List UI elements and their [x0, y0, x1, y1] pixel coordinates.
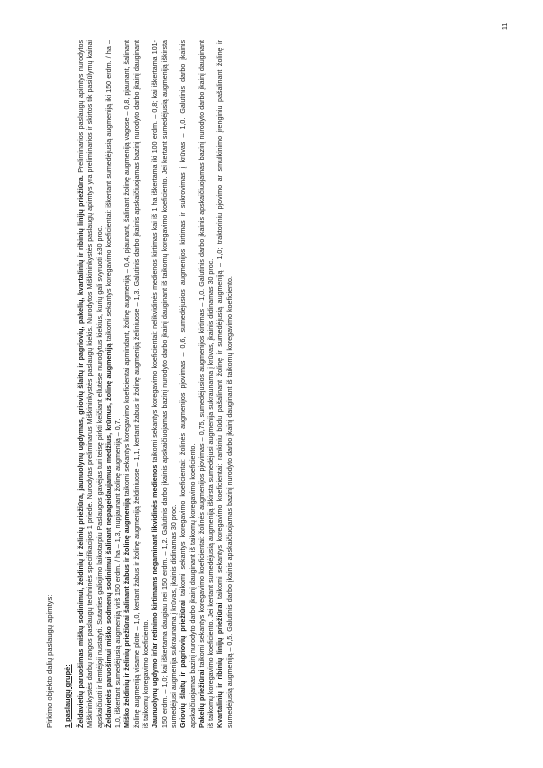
paragraph-text: taikomi sekantys koregavimo koeficientai: rankiniu būdu pašalinant žolinę ir sumedėjusią augmeniją – 1,0; traktoriniu pjovimo ar smulkinimo įrenginiu pašalinant žolinę ir sumedėjusią augmeniją – 0,5. Galutinis darbo įkainis apskaičiuojamas bazinį nurodyto darbo įkainį dauginant iš taikomų koregavimo koeficiento. [216, 40, 234, 728]
group-label: 1 paslaugų grupė: [63, 664, 72, 728]
paragraph-title: Želdavietių paruošimas miškų sodinimui, želdinių ir želinių priežiūra, jaunuolynų ugdymas, griovių šlaitų ir pagriovių, pakelių, kvartalinių ir ribinių linijų priežiūra. [77, 175, 85, 728]
paragraph-text: Preliminarios paslaugų apimtys nurodytos Miškininkystės darbų rangos paslaugų techninės specifikacijos 1 priede. Nurodytas preliminarus Miškininkystės paslaugų kiekis. Nurodytos Miškininkystės paslaugų apimtys yra preliminarios ir skirtos tik pasiūlymų kainai apskaičiuoti ir lemtėjoji nustatyti. Sutarties galiojimo laikotarpiu Paslaugos gavėjas turi teisę pirkti keičiant ellutėse nurodytus kiekius, kurių gali svyruoti ±30 proc. [77, 40, 104, 728]
paragraph-title: Griovių šlaitų ir pagriovių priežiūrai [179, 600, 188, 728]
paragraph [123, 40, 151, 728]
paragraph [179, 40, 198, 728]
paragraph-list [77, 40, 235, 728]
paragraph-title: Pakelių priežiūrai [197, 669, 206, 728]
paragraph-title: Jaunuolynų ugdymo ir/ar retinimo kirtimams negaminant likvidinės medienos [151, 464, 160, 728]
paragraph-text: taikomi sekantys koregavimo koeficientai: iškertant sumedėjusią augmeniją iki 150 erdm. / ha – 1,0, iškertant sumedėjusią augmeniją virš 150 erdm. / ha – 1,3, nupjaunant žolinę augmeniją – 0,7. [104, 40, 123, 728]
rotated-content [45, 40, 507, 728]
paragraph-text: taikomi sekantys koregavimo koeficientai apmindant, žolinę augmeniją – 0,4, pjaunant, šalinant žolinę augmeniją vagose – 0,8, pjaunant, šalinant žolinę augmeniją visame plote – 1,0, kertant žabus ir žolinę augmeniją želdiniuose – 1,1, kertant žabus ir žolinę augmeniją želiniuose – 1,3. Galutinis darbo įkainis apskaičiuojamas bazinį nurodyto darbo įkainį dauginant iš taikomų koregavimo koeficiento. [123, 40, 151, 728]
intro-line: Pirkimo objekto dalių paslaugų apimtys: [45, 594, 54, 728]
paragraph [151, 40, 179, 728]
paragraph [216, 40, 235, 728]
paragraph [198, 40, 217, 728]
paragraph-title: Želdavietės paruošimui miško sodmenų sodinimui šalinant nepageidaujamus medžius, krūmus, žolinę augmeniją [104, 343, 113, 728]
page-number: 11 [502, 22, 509, 30]
paragraph [77, 40, 105, 728]
paragraph-title: Kvartalinių ir ribinių linijų priežiūrai [216, 602, 225, 728]
paragraph-text: taikomi sekantys koregavimo koeficientai: nelikvidinės medienos kirtimas kai iš 1 ha iškertama iki 100 erdm. – 0,8; kai iškertama 101-150 erdm. – 1,0; kai iškertama daugiau nei 150 erdm. – 1,2. Galutinis darbo įkainis apskaičiuojamas bazinį nurodyto darbo įkainį dauginant iš taikomų koregavimo koeficiento. Jei kertant sumedėjusią augmeniją iškirsta sumedėjusi augmenija sukraunama į krūvas, įkainis didinamas 30 proc. [151, 40, 178, 728]
paragraph-title: Miško želdinių ir želinių priežiūrai šalinant žabus ir žolinę augmeniją [123, 498, 132, 728]
paragraph [105, 40, 124, 728]
paragraph-text: taikomi sekantys koregavimo koeficientai: žolinės augmenijos pjovimas – 0,6, sumedėjusios augmenijos kirtimas ir sukrovimas į krūvas – 1,0. Galutinis darbo įkainis apskaičiuojamas bazinį nurodyto darbo įkainį dauginant iš taikomų koregavimo koeficiento. [179, 39, 197, 728]
paragraph-text: taikomi sekantys koregavimo koeficientai: žolinės augmenijos pjovimas – 0,75, sumedėjusios augmenijos kirtimas – 1,0. Galutinis darbo įkainis apskaičiuojamas bazinį nurodyto darbo įkainį dauginant iš taikomų koregavimo koeficiento. Jei kertant sumedėjusią augmeniją iškirsta sumedėjusi augmenija sukraunama į krūvas, įkainis didinamas 30 proc. [197, 40, 216, 728]
